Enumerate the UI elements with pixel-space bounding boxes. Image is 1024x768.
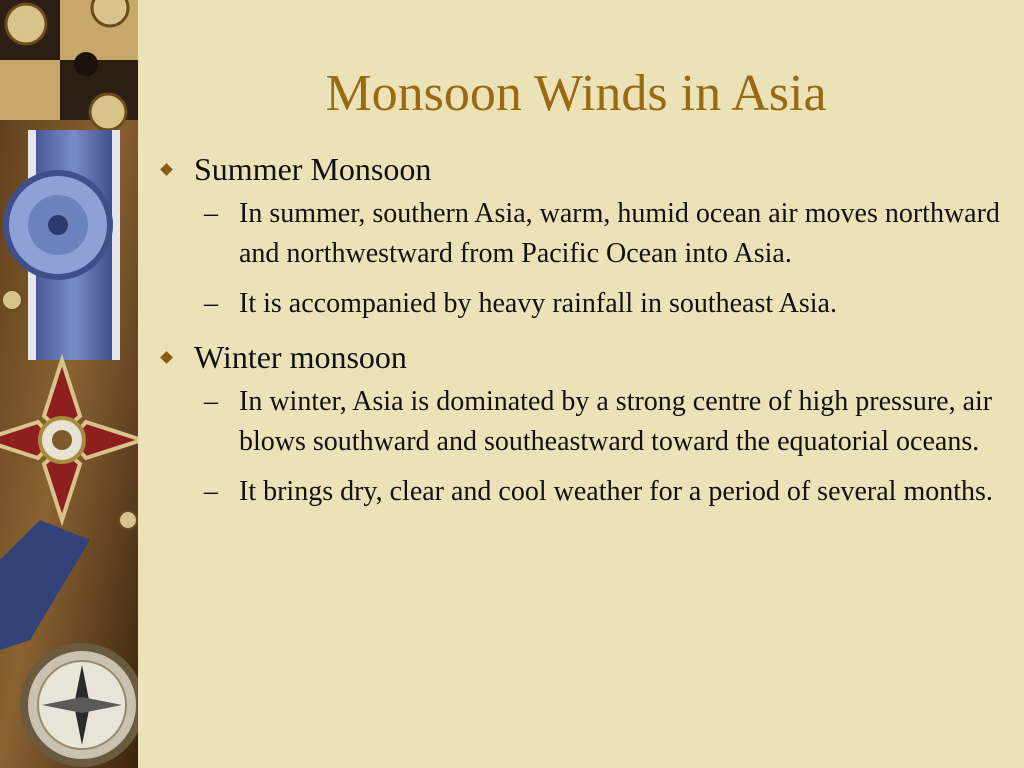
diamond-bullet-icon xyxy=(160,351,173,364)
section-heading-summer xyxy=(158,146,1003,192)
section-heading-text: Summer Monsoon xyxy=(194,151,432,187)
dash-bullet: – xyxy=(204,198,218,229)
sub-point xyxy=(158,284,1003,324)
sub-point-text: In winter, Asia is dominated by a strong centre of high pressure, air blows southward and southeastward toward the equatorial oceans. xyxy=(239,386,993,457)
diamond-bullet-icon xyxy=(160,163,173,176)
sub-point xyxy=(158,382,1003,462)
slide-body xyxy=(158,146,1003,512)
dash-bullet: – xyxy=(204,288,218,319)
sub-point xyxy=(158,194,1003,274)
section-heading-text: Winter monsoon xyxy=(194,339,407,375)
slide-title: Monsoon Winds in Asia xyxy=(325,65,827,122)
sub-point xyxy=(158,472,1003,512)
dash-bullet: – xyxy=(204,386,218,417)
sub-point-text: In summer, southern Asia, warm, humid ocean air moves northward and northwestward from Pacific Ocean into Asia. xyxy=(239,198,1000,269)
medal-illustration xyxy=(0,0,138,768)
sub-point-text: It brings dry, clear and cool weather for a period of several months. xyxy=(239,476,993,507)
section-heading-winter xyxy=(158,334,1003,380)
dash-bullet: – xyxy=(204,476,218,507)
sub-point-text: It is accompanied by heavy rainfall in southeast Asia. xyxy=(239,288,837,319)
sidebar-medal-image xyxy=(0,0,138,768)
